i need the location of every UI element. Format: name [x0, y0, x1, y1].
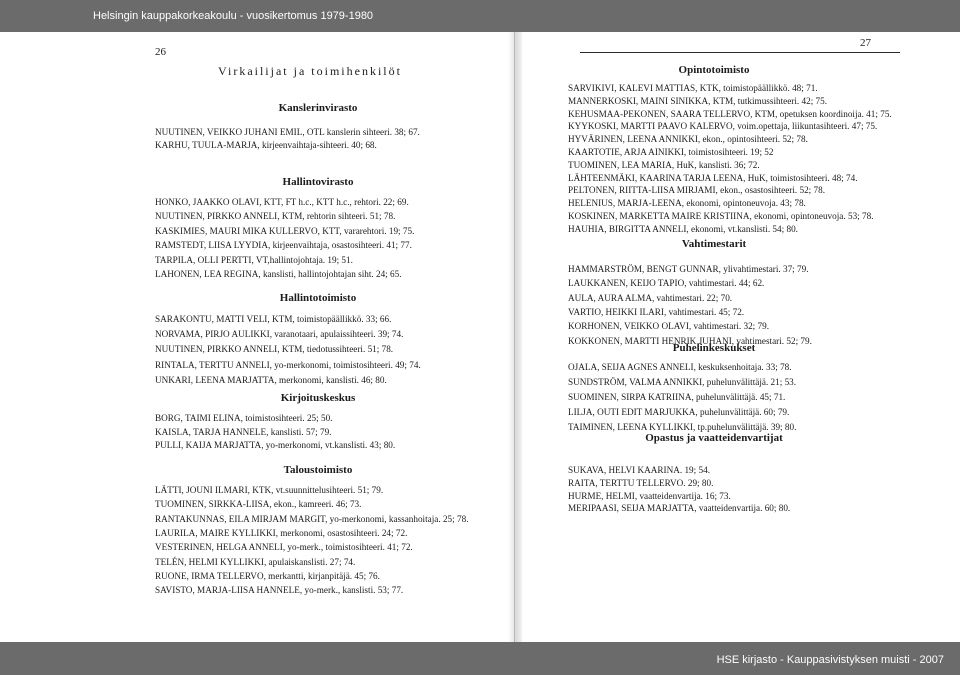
staff-entry: HELENIUS, MARJA-LEENA, ekonomi, opintoneuvoja. 43; 78.	[568, 198, 806, 209]
staff-entry: LILJA, OUTI EDIT MARJUKKA, puhelunvälittäjä. 60; 79.	[568, 407, 790, 417]
staff-entry: HYVÄRINEN, LEENA ANNIKKI, ekon., opintosihteeri. 52; 78.	[568, 134, 808, 145]
staff-entry: TARPILA, OLLI PERTTI, VT,hallintojohtaja. 19; 51.	[155, 254, 353, 265]
staff-entry: TAIMINEN, LEENA KYLLIKKI, tp.puhelunvälittäjä. 39; 80.	[568, 422, 797, 432]
staff-entry: SARVIKIVI, KALEVI MATTIAS, KTK, toimistopäällikkö. 48; 71.	[568, 83, 818, 93]
section-heading: Puhelinkeskukset	[672, 342, 756, 354]
staff-entry: LÄHTEENMÄKI, KAARINA TARJA LEENA, HuK, toimistosihteeri. 48; 74.	[568, 172, 858, 183]
section-heading: Kirjoituskeskus	[280, 392, 356, 404]
staff-entry: AULA, AURA ALMA, vahtimestari. 22; 70.	[568, 292, 733, 303]
page-number-left: 26	[155, 46, 166, 58]
footer-credit: HSE kirjasto - Kauppasivistyksen muisti - 2007	[716, 654, 944, 666]
staff-entry: LAURILA, MAIRE KYLLIKKI, merkonomi, osastosihteeri. 24; 72.	[155, 527, 408, 538]
staff-entry: KAARTOTIE, ARJA AINIKKI, toimistosihteeri. 19; 52	[568, 147, 774, 157]
staff-entry: BORG, TAIMI ELINA, toimistosihteeri. 25; 50.	[155, 413, 333, 423]
staff-entry: UNKARI, LEENA MARJATTA, merkonomi, kanslisti. 46; 80.	[155, 374, 387, 385]
section-heading: Vahtimestarit	[681, 238, 747, 250]
staff-entry: KYYKOSKI, MARTTI PAAVO KALERVO, voim.opettaja, liikuntasihteeri. 47; 75.	[568, 121, 878, 132]
staff-entry: HONKO, JAAKKO OLAVI, KTT, FT h.c., KTT h.c., rehtori. 22; 69.	[155, 197, 409, 207]
section-heading: Kanslerinvirasto	[278, 102, 358, 114]
staff-entry: SAVISTO, MARJA-LIISA HANNELE, yo-merk., kanslisti. 53; 77.	[155, 585, 404, 596]
staff-entry: KARHU, TUULA-MARJA, kirjeenvaihtaja-sihteeri. 40; 68.	[155, 140, 377, 150]
staff-entry: LAHONEN, LEA REGINA, kanslisti, hallintojohtajan siht. 24; 65.	[155, 269, 402, 279]
staff-entry: VARTIO, HEIKKI ILARI, vahtimestari. 45; 72.	[568, 306, 745, 317]
staff-entry: RAITA, TERTTU TELLERVO. 29; 80.	[568, 477, 714, 488]
staff-entry: PULLI, KAIJA MARJATTA, yo-merkonomi, vt.kanslisti. 43; 80.	[155, 440, 396, 451]
bottom-footer-bar	[0, 642, 960, 675]
top-rule	[580, 52, 900, 53]
book-gutter	[508, 32, 522, 642]
staff-entry: RANTAKUNNAS, EILA MIRJAM MARGIT, yo-merkonomi, kassanhoitaja. 25; 78.	[155, 513, 469, 524]
page-title: Virkailijat ja toimihenkilöt	[218, 64, 402, 78]
section-heading: Opintotoimisto	[678, 64, 750, 76]
staff-entry: NUUTINEN, PIRKKO ANNELI, KTM, tiedotussihteeri. 51; 78.	[155, 344, 394, 355]
staff-entry: KEHUSMAA-PEKONEN, SAARA TELLERVO, KTM, opetuksen koordinoija. 41; 75.	[568, 108, 892, 119]
staff-entry: TUOMINEN, LEA MARIA, HuK, kanslisti. 36; 72.	[568, 159, 760, 170]
gutter-fold-line	[514, 32, 515, 642]
staff-entry: NUUTINEN, VEIKKO JUHANI EMIL, OTL kanslerin sihteeri. 38; 67.	[155, 127, 420, 137]
staff-entry: RUONE, IRMA TELLERVO, merkantti, kirjanpitäjä. 45; 76.	[155, 570, 380, 581]
staff-entry: VESTERINEN, HELGA ANNELI, yo-merk., toimistosihteeri. 41; 72.	[155, 542, 413, 553]
staff-entry: HAUHIA, BIRGITTA ANNELI, ekonomi, vt.kanslisti. 54; 80.	[568, 223, 798, 234]
section-heading: Taloustoimisto	[283, 464, 353, 476]
page-number-right: 27	[860, 37, 871, 49]
staff-entry: LÄTTI, JOUNI ILMARI, KTK, vt.suunnittelusihteeri. 51; 79.	[155, 485, 384, 495]
header-title: Helsingin kauppakorkeakoulu - vuosikertomus 1979-1980	[93, 10, 374, 22]
staff-entry: MANNERKOSKI, MAINI SINIKKA, KTM, tutkimussihteeri. 42; 75.	[568, 95, 828, 106]
staff-entry: TUOMINEN, SIRKKA-LIISA, ekon., kamreeri. 46; 73.	[155, 499, 362, 510]
staff-entry: SUNDSTRÖM, VALMA ANNIKKI, puhelunvälittäjä. 21; 53.	[568, 377, 797, 387]
section-heading: Hallintotoimisto	[279, 292, 357, 304]
staff-entry: KASKIMIES, MAURI MIKA KULLERVO, KTT, vararehtori. 19; 75.	[155, 225, 415, 236]
top-header-bar	[0, 0, 960, 32]
section-heading: Hallintovirasto	[282, 176, 354, 188]
section-heading: Opastus ja vaatteidenvartijat	[645, 432, 783, 444]
staff-entry: SUKAVA, HELVI KAARINA. 19; 54.	[568, 465, 710, 475]
staff-entry: HURME, HELMI, vaatteidenvartija. 16; 73.	[568, 490, 731, 501]
staff-entry: RAMSTEDT, LIISA LYYDIA, kirjeenvaihtaja, osastosihteeri. 41; 77.	[155, 240, 412, 251]
staff-entry: KORHONEN, VEIKKO OLAVI, vahtimestari. 32; 79.	[568, 321, 769, 332]
staff-entry: RINTALA, TERTTU ANNELI, yo-merkonomi, toimistosihteeri. 49; 74.	[155, 359, 421, 370]
staff-entry: LAUKKANEN, KEIJO TAPIO, vahtimestari. 44; 62.	[568, 278, 765, 289]
staff-entry: SUOMINEN, SIRPA KATRIINA, puhelunvälittäjä. 45; 71.	[568, 392, 786, 402]
staff-entry: TELÉN, HELMI KYLLIKKI, apulaiskanslisti. 27; 74.	[155, 556, 356, 567]
staff-entry: OJALA, SEIJA AGNES ANNELI, keskuksenhoitaja. 33; 78.	[568, 362, 792, 372]
staff-entry: NORVAMA, PIRJO AULIKKI, varanotaari, apulaissihteeri. 39; 74.	[155, 329, 404, 340]
staff-entry: HAMMARSTRÖM, BENGT GUNNAR, ylivahtimestari. 37; 79.	[568, 264, 809, 274]
staff-entry: NUUTINEN, PIRKKO ANNELI, KTM, rehtorin sihteeri. 51; 78.	[155, 211, 396, 222]
staff-entry: MERIPAASI, SEIJA MARJATTA, vaatteidenvartija. 60; 80.	[568, 503, 791, 514]
staff-entry: SARAKONTU, MATTI VELI, KTM, toimistopäällikkö. 33; 66.	[155, 314, 392, 324]
staff-entry: KOSKINEN, MARKETTA MAIRE KRISTIINA, ekonomi, opintoneuvoja. 53; 78.	[568, 211, 874, 221]
staff-entry: KOKKONEN, MARTTI HENRIK JUHANI, vahtimestari. 52; 79.	[568, 335, 812, 346]
staff-entry: KAISLA, TARJA HANNELE, kanslisti. 57; 79.	[155, 426, 332, 437]
staff-entry: PELTONEN, RIITTA-LIISA MIRJAMI, ekon., osastosihteeri. 52; 78.	[568, 185, 826, 196]
